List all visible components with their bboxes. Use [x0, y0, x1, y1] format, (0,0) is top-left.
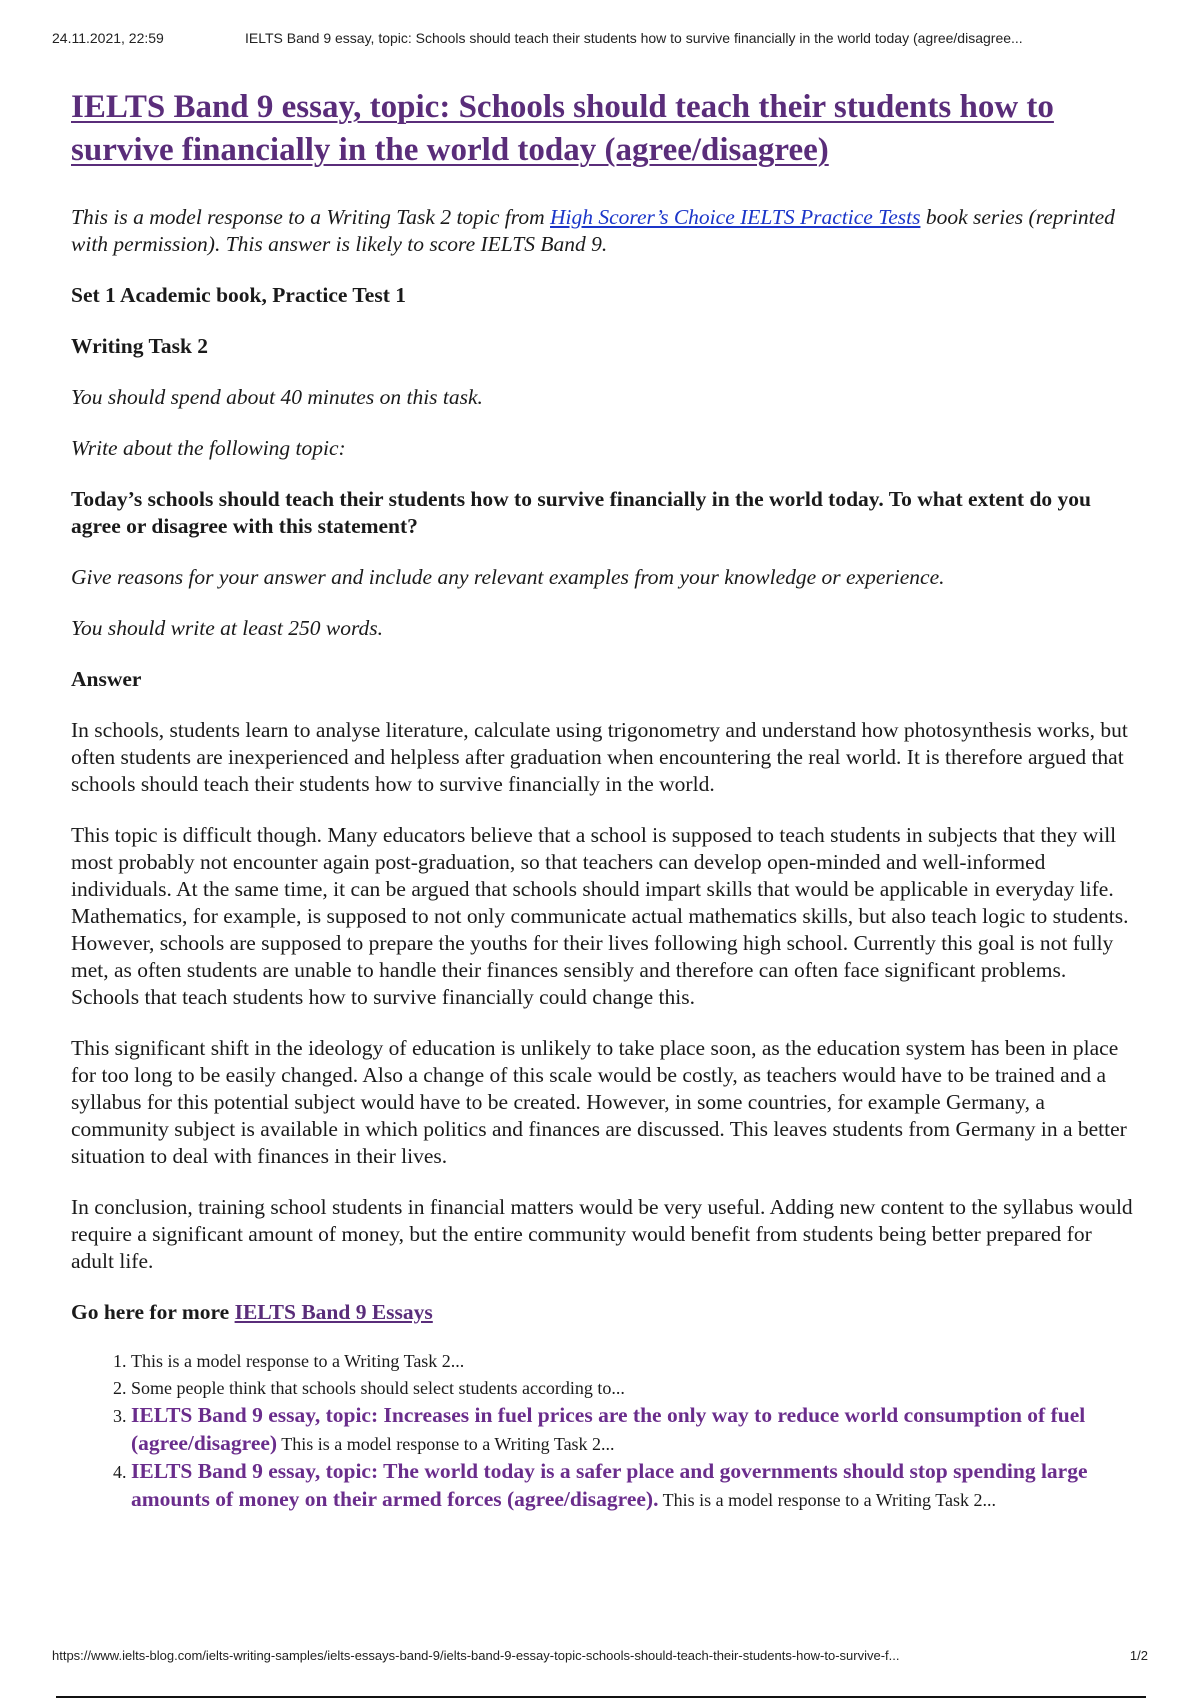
related-title-link[interactable]: IELTS Band 9 essay, topic: Increases in fuel prices are the only way to reduce world consumption of fuel (agree/disagree): [131, 1403, 1086, 1455]
print-date: 24.11.2021, 22:59: [52, 30, 164, 46]
essay-question: Today’s schools should teach their students how to survive financially in the world today. To what extent do you agree or disagree with this statement?: [71, 487, 1092, 538]
page-number: 1/2: [1129, 1648, 1148, 1663]
related-list: [71, 1348, 1133, 1514]
practice-tests-link[interactable]: High Scorer’s Choice IELTS Practice Tests: [550, 205, 921, 229]
article-title[interactable]: IELTS Band 9 essay, topic: Schools should teach their students how to survive financially in the world today (agree/disagree): [71, 89, 1054, 168]
topic-prompt: Write about the following topic:: [71, 436, 346, 460]
reasons-note: Give reasons for your answer and include any relevant examples from your knowledge or experience.: [71, 565, 945, 589]
print-page-title: IELTS Band 9 essay, topic: Schools should teach their students how to survive financially in the world today (agree/disagree...: [245, 30, 1023, 46]
related-snippet: This is a model response to a Writing Task 2...: [277, 1434, 615, 1454]
print-url: https://www.ielts-blog.com/ielts-writing-samples/ielts-essays-band-9/ielts-band-9-essay-topic-schools-should-teach-their-students-how-to-survive-f...: [52, 1648, 900, 1663]
related-item[interactable]: [131, 1458, 1133, 1514]
task-line: Writing Task 2: [71, 334, 209, 358]
related-snippet: This is a model response to a Writing Task 2...: [658, 1490, 996, 1510]
more-prefix: Go here for more: [71, 1300, 235, 1324]
related-title-link[interactable]: IELTS Band 9 essay, topic: The world today is a safer place and governments should stop spending large amounts of money on their armed forces (agree/disagree).: [131, 1459, 1088, 1511]
band9-essays-link[interactable]: IELTS Band 9 Essays: [234, 1300, 433, 1324]
bottom-divider: [56, 1696, 1146, 1698]
answer-heading: Answer: [71, 667, 142, 691]
intro-text: [71, 204, 1133, 258]
answer-paragraph-4: In conclusion, training school students in financial matters would be very useful. Adding new content to the syllabus would require a significant amount of money, but the entire community would benefit from students being better prepared for adult life.: [71, 1195, 1133, 1273]
print-header: [52, 30, 1148, 46]
related-item[interactable]: [131, 1402, 1133, 1458]
related-snippet: This is a model response to a Writing Task 2...: [131, 1351, 465, 1371]
print-footer: [52, 1648, 1148, 1663]
answer-paragraph-1: In schools, students learn to analyse literature, calculate using trigonometry and understand how photosynthesis works, but often students are inexperienced and helpless after graduation when encountering the real world. It is therefore argued that schools should teach their students how to survive financially in the world.: [71, 718, 1128, 796]
intro-before: This is a model response to a Writing Task 2 topic from: [71, 205, 551, 229]
related-snippet: Some people think that schools should select students according to...: [131, 1378, 625, 1398]
related-item[interactable]: [131, 1375, 1133, 1402]
answer-paragraph-3: This significant shift in the ideology of education is unlikely to take place soon, as the education system has been in place for too long to be easily changed. Also a change of this scale would be costly, as teachers would have to be trained and a syllabus for this potential subject would have to be created. However, in some countries, for example Germany, a community subject is available in which politics and finances are discussed. This leaves students from Germany in a better situation to deal with finances in their lives.: [71, 1036, 1127, 1168]
time-note: You should spend about 40 minutes on this task.: [71, 385, 483, 409]
article-content: [71, 86, 1133, 1514]
related-item[interactable]: [131, 1348, 1133, 1375]
answer-paragraph-2: This topic is difficult though. Many educators believe that a school is supposed to teach students in subjects that they will most probably not encounter again post-graduation, so that teachers can develop open-minded and well-informed individuals. At the same time, it can be argued that schools should impart skills that would be applicable in everyday life. Mathematics, for example, is supposed to not only communicate actual mathematics skills, but also teach logic to students. However, schools are supposed to prepare the youths for their lives following high school. Currently this goal is not fully met, as often students are unable to handle their finances sensibly and therefore can often face significant problems. Schools that teach students how to survive financially could change this.: [71, 823, 1129, 1009]
intro-after: book series (reprinted with permission). This answer is likely to score IELTS Band 9.: [71, 205, 1115, 256]
word-note: You should write at least 250 words.: [71, 616, 384, 640]
more-essays-line: [71, 1299, 1133, 1326]
set-line: Set 1 Academic book, Practice Test 1: [71, 283, 406, 307]
